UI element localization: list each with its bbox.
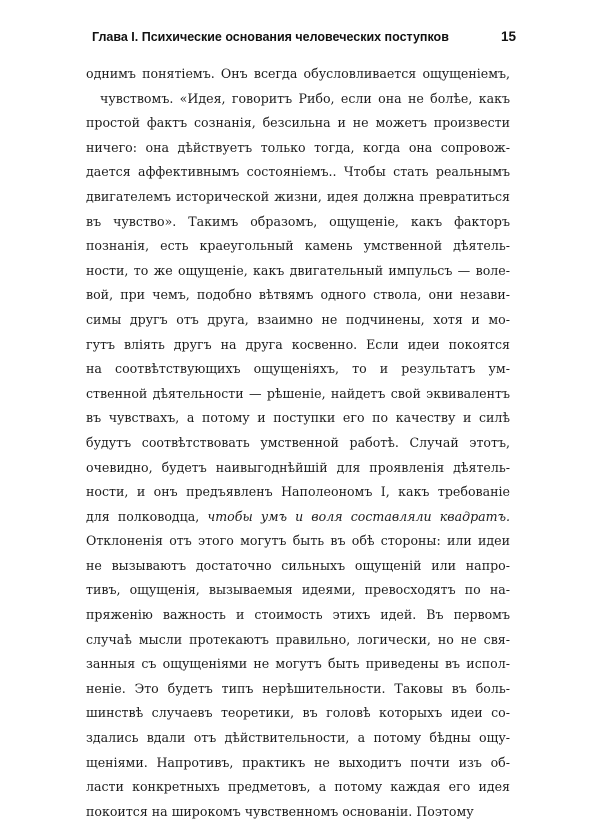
text-line	[86, 554, 510, 579]
text-line	[86, 652, 510, 677]
body-text	[86, 62, 510, 824]
text-line	[86, 603, 510, 628]
text-line	[86, 505, 510, 530]
text-line-content: здались вдали отъ дѣйствительности, а потому бѣдны ощу-	[86, 730, 510, 746]
text-line	[86, 480, 510, 505]
text-line	[86, 333, 510, 358]
text-line	[86, 283, 510, 308]
text-line-content: чувствомъ. «Идея, говоритъ Рибо, если она не болѣе, какъ	[100, 90, 510, 106]
text-line	[86, 775, 510, 800]
text-line	[86, 628, 510, 653]
text-line-content: дается аффективнымъ состояніемъ.. Чтобы стать реальнымъ	[86, 164, 510, 180]
text-line-content: тивъ, ощущенія, вызываемыя идеями, превосходятъ по на-	[86, 582, 510, 598]
text-line-content: познанія, есть краеугольный камень умственной дѣятель-	[86, 238, 510, 254]
italic-quote: чтобы умъ и воля составляли квадратъ.	[207, 508, 510, 524]
text-line-content: покоится на широкомъ чувственномъ основаніи. Поэтому	[86, 803, 474, 819]
text-line-content: Отклоненія отъ этого могутъ быть въ обѣ стороны: или идеи	[86, 533, 510, 549]
text-line	[86, 382, 510, 407]
text-line-content: не вызываютъ достаточно сильныхъ ощущеній или напро-	[86, 557, 510, 573]
text-line-content: для полководца,	[86, 508, 208, 524]
text-line-content: ности, и онъ предъявленъ Наполеономъ I, какъ требованіе	[86, 484, 510, 500]
text-line	[86, 111, 510, 136]
text-line	[86, 578, 510, 603]
text-line	[86, 87, 510, 112]
text-line-content: будутъ соотвѣтствовать умственной работѣ. Случай этотъ,	[86, 434, 510, 450]
text-line-content: ничего: она дѣйствуетъ только тогда, когда она сопровож-	[86, 139, 510, 155]
text-line-content: однимъ понятіемъ. Онъ всегда обусловливается ощущеніемъ,	[86, 66, 510, 81]
text-line	[86, 529, 510, 554]
text-line-content: простой фактъ сознанія, безсильна и не можетъ произвести	[86, 115, 510, 131]
text-line	[86, 701, 510, 726]
text-line-content: гутъ вліять другъ на друга косвенно. Если идеи покоятся	[86, 336, 510, 352]
text-line	[86, 259, 510, 284]
text-line	[86, 62, 510, 87]
text-line	[86, 726, 510, 751]
text-line	[86, 751, 510, 776]
text-line	[86, 160, 510, 185]
text-line-content: на соотвѣтствующихъ ощущеніяхъ, то и результатъ ум-	[86, 361, 510, 377]
running-header: Глава I. Психические основания человеческих поступков	[92, 30, 449, 44]
text-line-content: пряженію важность и стоимость этихъ идей. Въ первомъ	[86, 607, 510, 623]
text-line-content: вой, при чемъ, подобно вѣтвямъ одного ствола, они незави-	[86, 287, 510, 303]
text-line	[86, 185, 510, 210]
text-line-content: случаѣ мысли протекаютъ правильно, логически, но не свя-	[86, 631, 510, 647]
text-line-content: щеніями. Напротивъ, практикъ не выходитъ почти изъ об-	[86, 754, 510, 770]
text-line	[86, 357, 510, 382]
text-line	[86, 136, 510, 161]
text-line-content: занныя съ ощущеніями не могутъ быть приведены въ испол-	[86, 656, 510, 672]
text-line	[86, 308, 510, 333]
text-line-content: ственной дѣятельности — рѣшеніе, найдетъ свой эквивалентъ	[86, 385, 510, 401]
text-line	[86, 800, 510, 824]
text-line	[86, 677, 510, 702]
text-line	[86, 210, 510, 235]
text-line	[86, 456, 510, 481]
page-number: 15	[500, 29, 516, 44]
text-line-content: симы другъ отъ друга, взаимно не подчинены, хотя и мо-	[86, 311, 510, 327]
text-line	[86, 406, 510, 431]
text-line-content: неніе. Это будетъ типъ нерѣшительности. Таковы въ боль-	[86, 680, 510, 696]
text-line	[86, 234, 510, 259]
text-line-content: въ чувство». Такимъ образомъ, ощущеніе, какъ факторъ	[86, 213, 510, 229]
text-line-content: въ чувствахъ, а потому и поступки его по качеству и силѣ	[86, 410, 510, 426]
text-line-content: двигателемъ исторической жизни, идея должна превратиться	[86, 188, 510, 204]
text-line	[86, 431, 510, 456]
text-line-content: шинствѣ случаевъ теоретики, въ головѣ которыхъ идеи со-	[86, 705, 510, 721]
text-line-content: ности, то же ощущеніе, какъ двигательный импульсъ — воле-	[86, 262, 510, 278]
text-line-content: очевидно, будетъ наивыгоднѣйшій для проявленія дѣятель-	[86, 459, 510, 475]
text-line-content: ласти конкретныхъ предметовъ, а потому каждая его идея	[86, 779, 510, 795]
